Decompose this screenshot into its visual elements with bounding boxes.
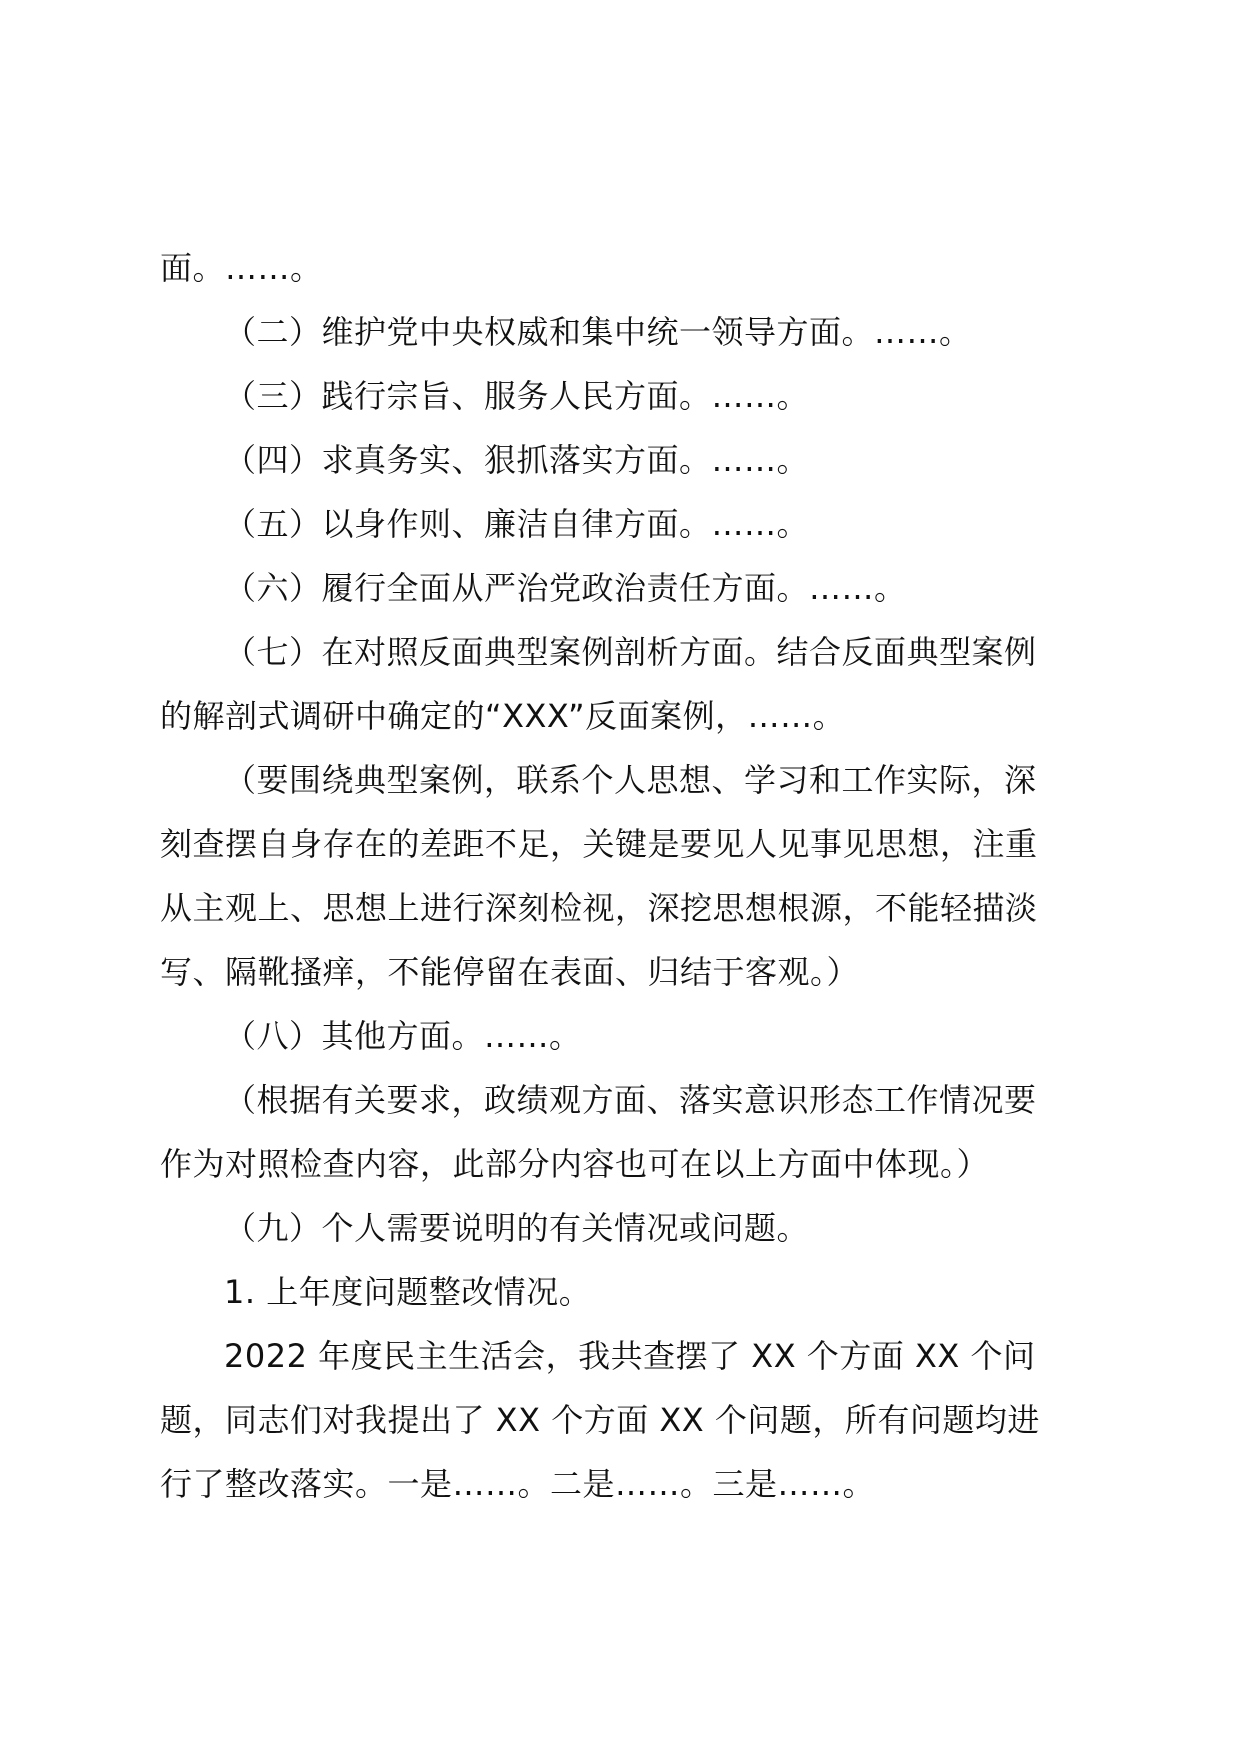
document-body	[160, 236, 1090, 1516]
note-paragraph-line: 作为对照检查内容，此部分内容也可在以上方面中体现。）	[160, 1145, 990, 1183]
section-heading-2: （二）维护党中央权威和集中统一领导方面。……。	[224, 313, 972, 351]
section-heading-4: （四）求真务实、狠抓落实方面。……。	[224, 441, 810, 479]
paragraph-line: 面。……。	[160, 249, 323, 287]
note-paragraph-line: 写、隔靴搔痒，不能停留在表面、归结于客观。）	[160, 953, 860, 991]
note-paragraph-line: （根据有关要求，政绩观方面、落实意识形态工作情况要	[224, 1081, 1037, 1119]
paragraph-line: 2022 年度民主生活会，我共查摆了 XX 个方面 XX 个问	[224, 1337, 1036, 1375]
subsection-heading-1: 1. 上年度问题整改情况。	[224, 1273, 592, 1311]
note-paragraph-line: 刻查摆自身存在的差距不足，关键是要见人见事见思想，注重	[160, 825, 1038, 863]
section-heading-3: （三）践行宗旨、服务人民方面。……。	[224, 377, 810, 415]
note-paragraph-line: 从主观上、思想上进行深刻检视，深挖思想根源，不能轻描淡	[160, 889, 1038, 927]
note-paragraph-line: （要围绕典型案例，联系个人思想、学习和工作实际，深	[224, 761, 1037, 799]
paragraph-line: 的解剖式调研中确定的“XXX”反面案例，……。	[160, 697, 846, 735]
section-heading-7: （七）在对照反面典型案例剖析方面。结合反面典型案例	[224, 633, 1037, 671]
section-heading-6: （六）履行全面从严治党政治责任方面。……。	[224, 569, 907, 607]
paragraph-line: 行了整改落实。一是……。二是……。三是……。	[160, 1465, 876, 1503]
section-heading-5: （五）以身作则、廉洁自律方面。……。	[224, 505, 810, 543]
section-heading-9: （九）个人需要说明的有关情况或问题。	[224, 1209, 810, 1247]
section-heading-8: （八）其他方面。……。	[224, 1017, 582, 1055]
paragraph-line: 题，同志们对我提出了 XX 个方面 XX 个问题，所有问题均进	[160, 1401, 1040, 1439]
